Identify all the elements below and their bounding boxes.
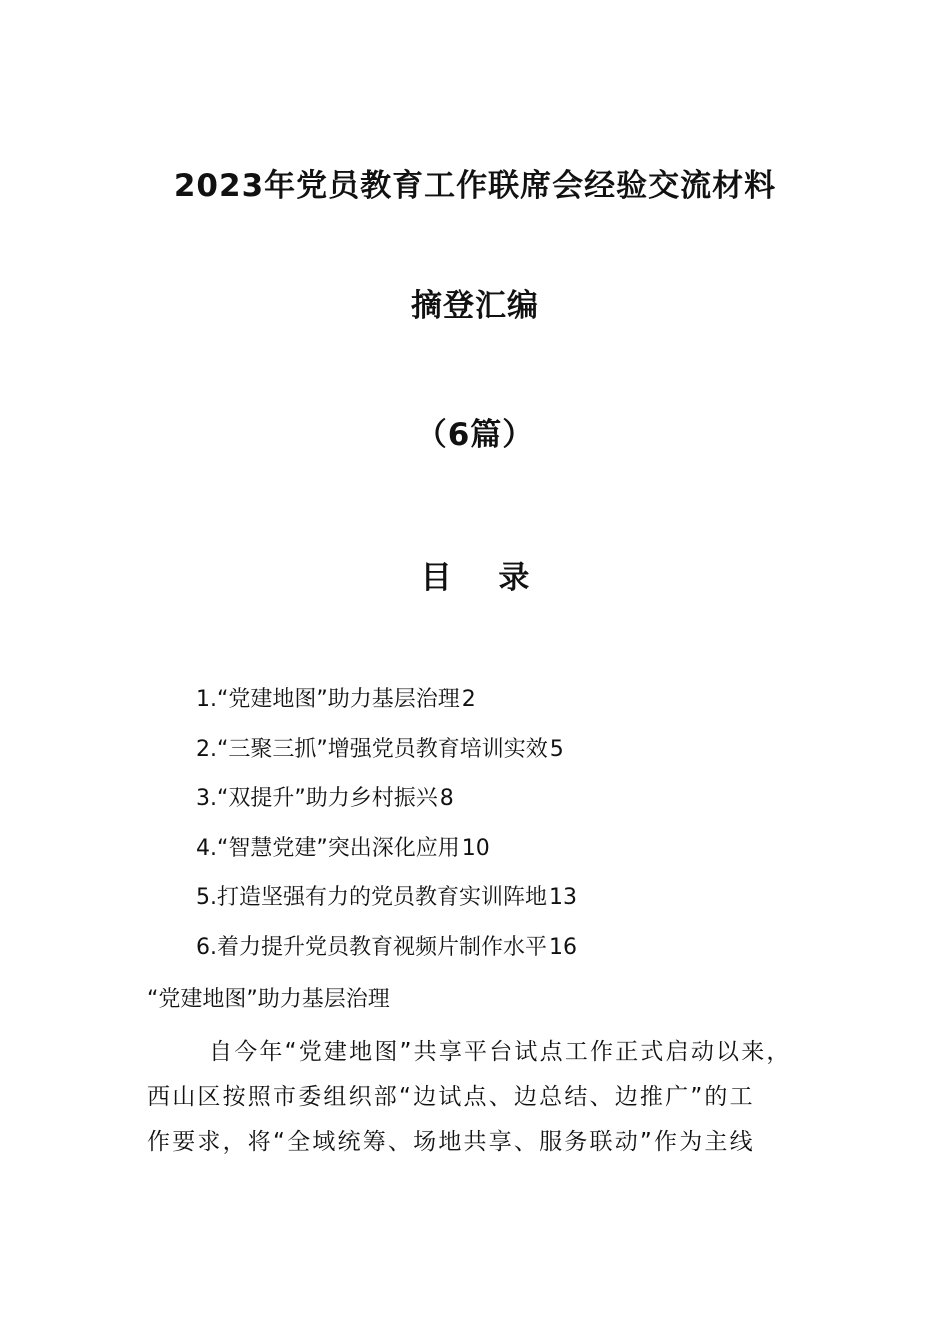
document-count: （6篇） [415, 417, 535, 453]
toc-item-label: 6.着力提升党员教育视频片制作水平 [196, 934, 547, 960]
toc-item-label: 3.“双提升”助力乡村振兴 [196, 786, 438, 811]
toc-item-label: 2.“三聚三抓”增强党员教育培训实效 [196, 736, 548, 762]
toc-item[interactable] [196, 779, 796, 829]
toc-item-page: 5 [549, 736, 564, 762]
body-line: 西山区按照市委组织部“边试点、边总结、边推广”的工 [147, 1084, 755, 1110]
document-subtitle: 摘登汇编 [411, 288, 539, 324]
toc-item-label: 4.“智慧党建”突出深化应用 [196, 835, 460, 861]
toc-item-page: 8 [439, 786, 454, 811]
toc-item-page: 13 [549, 885, 577, 910]
document-title: 2023年党员教育工作联席会经验交流材料 [173, 168, 777, 204]
toc-item-page: 10 [461, 835, 490, 861]
body-line: 自今年“党建地图”共享平台试点工作正式启动以来， [209, 1039, 792, 1065]
toc-item-page: 2 [461, 687, 476, 712]
article-body [147, 1030, 837, 1165]
toc-item[interactable] [196, 928, 796, 978]
toc-item[interactable] [196, 878, 796, 928]
toc-item-label: 5.打造坚强有力的党员教育实训阵地 [196, 885, 547, 910]
table-of-contents [196, 680, 796, 977]
toc-item-label: 1.“党建地图”助力基层治理 [196, 687, 460, 712]
toc-item-page: 16 [549, 934, 577, 960]
toc-heading: 目 录 [420, 560, 548, 596]
toc-item[interactable] [196, 730, 796, 780]
toc-item[interactable] [196, 680, 796, 730]
body-line: 作要求，将“全域统筹、场地共享、服务联动”作为主线 [147, 1129, 755, 1155]
toc-item[interactable] [196, 829, 796, 879]
article-title: “党建地图”助力基层治理 [147, 987, 390, 1012]
